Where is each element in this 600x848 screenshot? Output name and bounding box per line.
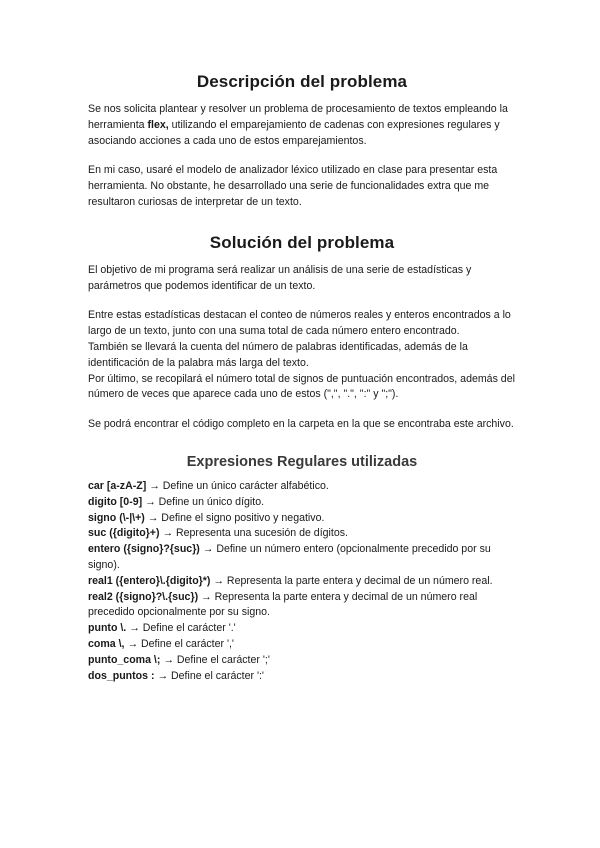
regex-term: dos_puntos : [88, 669, 155, 682]
regex-definition-digito [88, 495, 516, 511]
regex-desc: → Representa una sucesión de dígitos. [159, 527, 348, 540]
regex-term: digito [0-9] [88, 495, 143, 508]
regex-term: real1 ({entero}\.{digito}*) [88, 574, 211, 587]
paragraph-text: utilizando el emparejamiento de cadenas con expresiones regulares y asociando acciones a cada uno de estos emparejamientos. [88, 118, 500, 147]
flex-keyword: flex, [147, 118, 169, 131]
regex-definition-dos-puntos [88, 669, 516, 685]
regex-desc: → Define el carácter ',' [124, 637, 234, 650]
regex-term: entero ({signo}?{suc}) [88, 543, 200, 556]
regex-term: coma \, [88, 637, 125, 650]
regex-definition-coma [88, 637, 516, 653]
regex-desc: → Define el carácter ';' [160, 653, 270, 666]
regex-definition-car [88, 479, 516, 495]
section-title-expresiones: Expresiones Regulares utilizadas [186, 453, 418, 470]
regex-definition-real1 [88, 574, 516, 590]
regex-definition-real2 [88, 590, 516, 622]
paragraph-solucion-3: Se podrá encontrar el código completo en la carpeta en la que se encontraba este archivo. [88, 418, 514, 431]
section-title-solucion: Solución del problema [209, 232, 395, 252]
regex-desc: → Define un número entero (opcionalmente precedido por su signo). [88, 543, 491, 571]
regex-term: punto_coma \; [88, 653, 161, 666]
regex-desc: → Define el carácter ':' [154, 669, 264, 682]
paragraph-solucion-2c: Por último, se recopilará el número total de signos de puntuación encontrados, además del número de veces que aparece cada uno de estos (",", ".", ":" y ";"). [88, 372, 515, 401]
regex-desc: → Define un único dígito. [142, 495, 265, 508]
regex-desc: → Define un único carácter alfabético. [146, 479, 329, 492]
section-title-descripcion: Descripción del problema [196, 72, 408, 91]
regex-definition-punto [88, 621, 516, 637]
regex-definition-signo [88, 511, 516, 527]
regex-term: punto \. [88, 622, 127, 635]
paragraph-descripcion-1 [88, 102, 516, 149]
paragraph-descripcion-2: En mi caso, usaré el modelo de analizador léxico utilizado en clase para presentar esta herramienta. No obstante, he desarrollado una serie de funcionalidades extra que me resultaron curiosas de interpretar de un texto. [88, 164, 498, 208]
paragraph-solucion-2b: También se llevará la cuenta del número de palabras identificadas, además de la identificación de la palabra más larga del texto. [88, 340, 468, 369]
regex-term: signo (\-|\+) [88, 511, 145, 524]
document-content [88, 72, 516, 684]
regex-desc: → Define el signo positivo y negativo. [144, 511, 325, 524]
regex-desc: → Representa la parte entera y decimal de un número real. [210, 574, 493, 587]
paragraph-solucion-1: El objetivo de mi programa será realizar un análisis de una serie de estadísticas y parámetros que podemos identificar de un texto. [88, 263, 472, 292]
regex-desc: → Representa la parte entera y decimal de un número real precedido opcionalmente por su signo. [88, 590, 478, 619]
regex-term: car [a-zA-Z] [88, 479, 147, 492]
regex-definition-suc [88, 526, 516, 542]
paragraph-solucion-2a: Entre estas estadísticas destacan el conteo de números reales y enteros encontrados a lo largo de un texto, junto con una suma total de cada número entero encontrado. [88, 309, 511, 338]
regex-definition-punto-coma [88, 653, 516, 669]
regex-definitions-list [88, 479, 516, 684]
regex-term: suc ({digito}+) [88, 527, 160, 540]
regex-desc: → Define el carácter '.' [126, 622, 236, 635]
regex-definition-entero [88, 542, 516, 574]
paragraph-text: Se nos solicita plantear y resolver un problema de procesamiento de textos empleando la herramienta [88, 103, 508, 131]
regex-term: real2 ({signo}?\.{suc}) [88, 590, 199, 603]
